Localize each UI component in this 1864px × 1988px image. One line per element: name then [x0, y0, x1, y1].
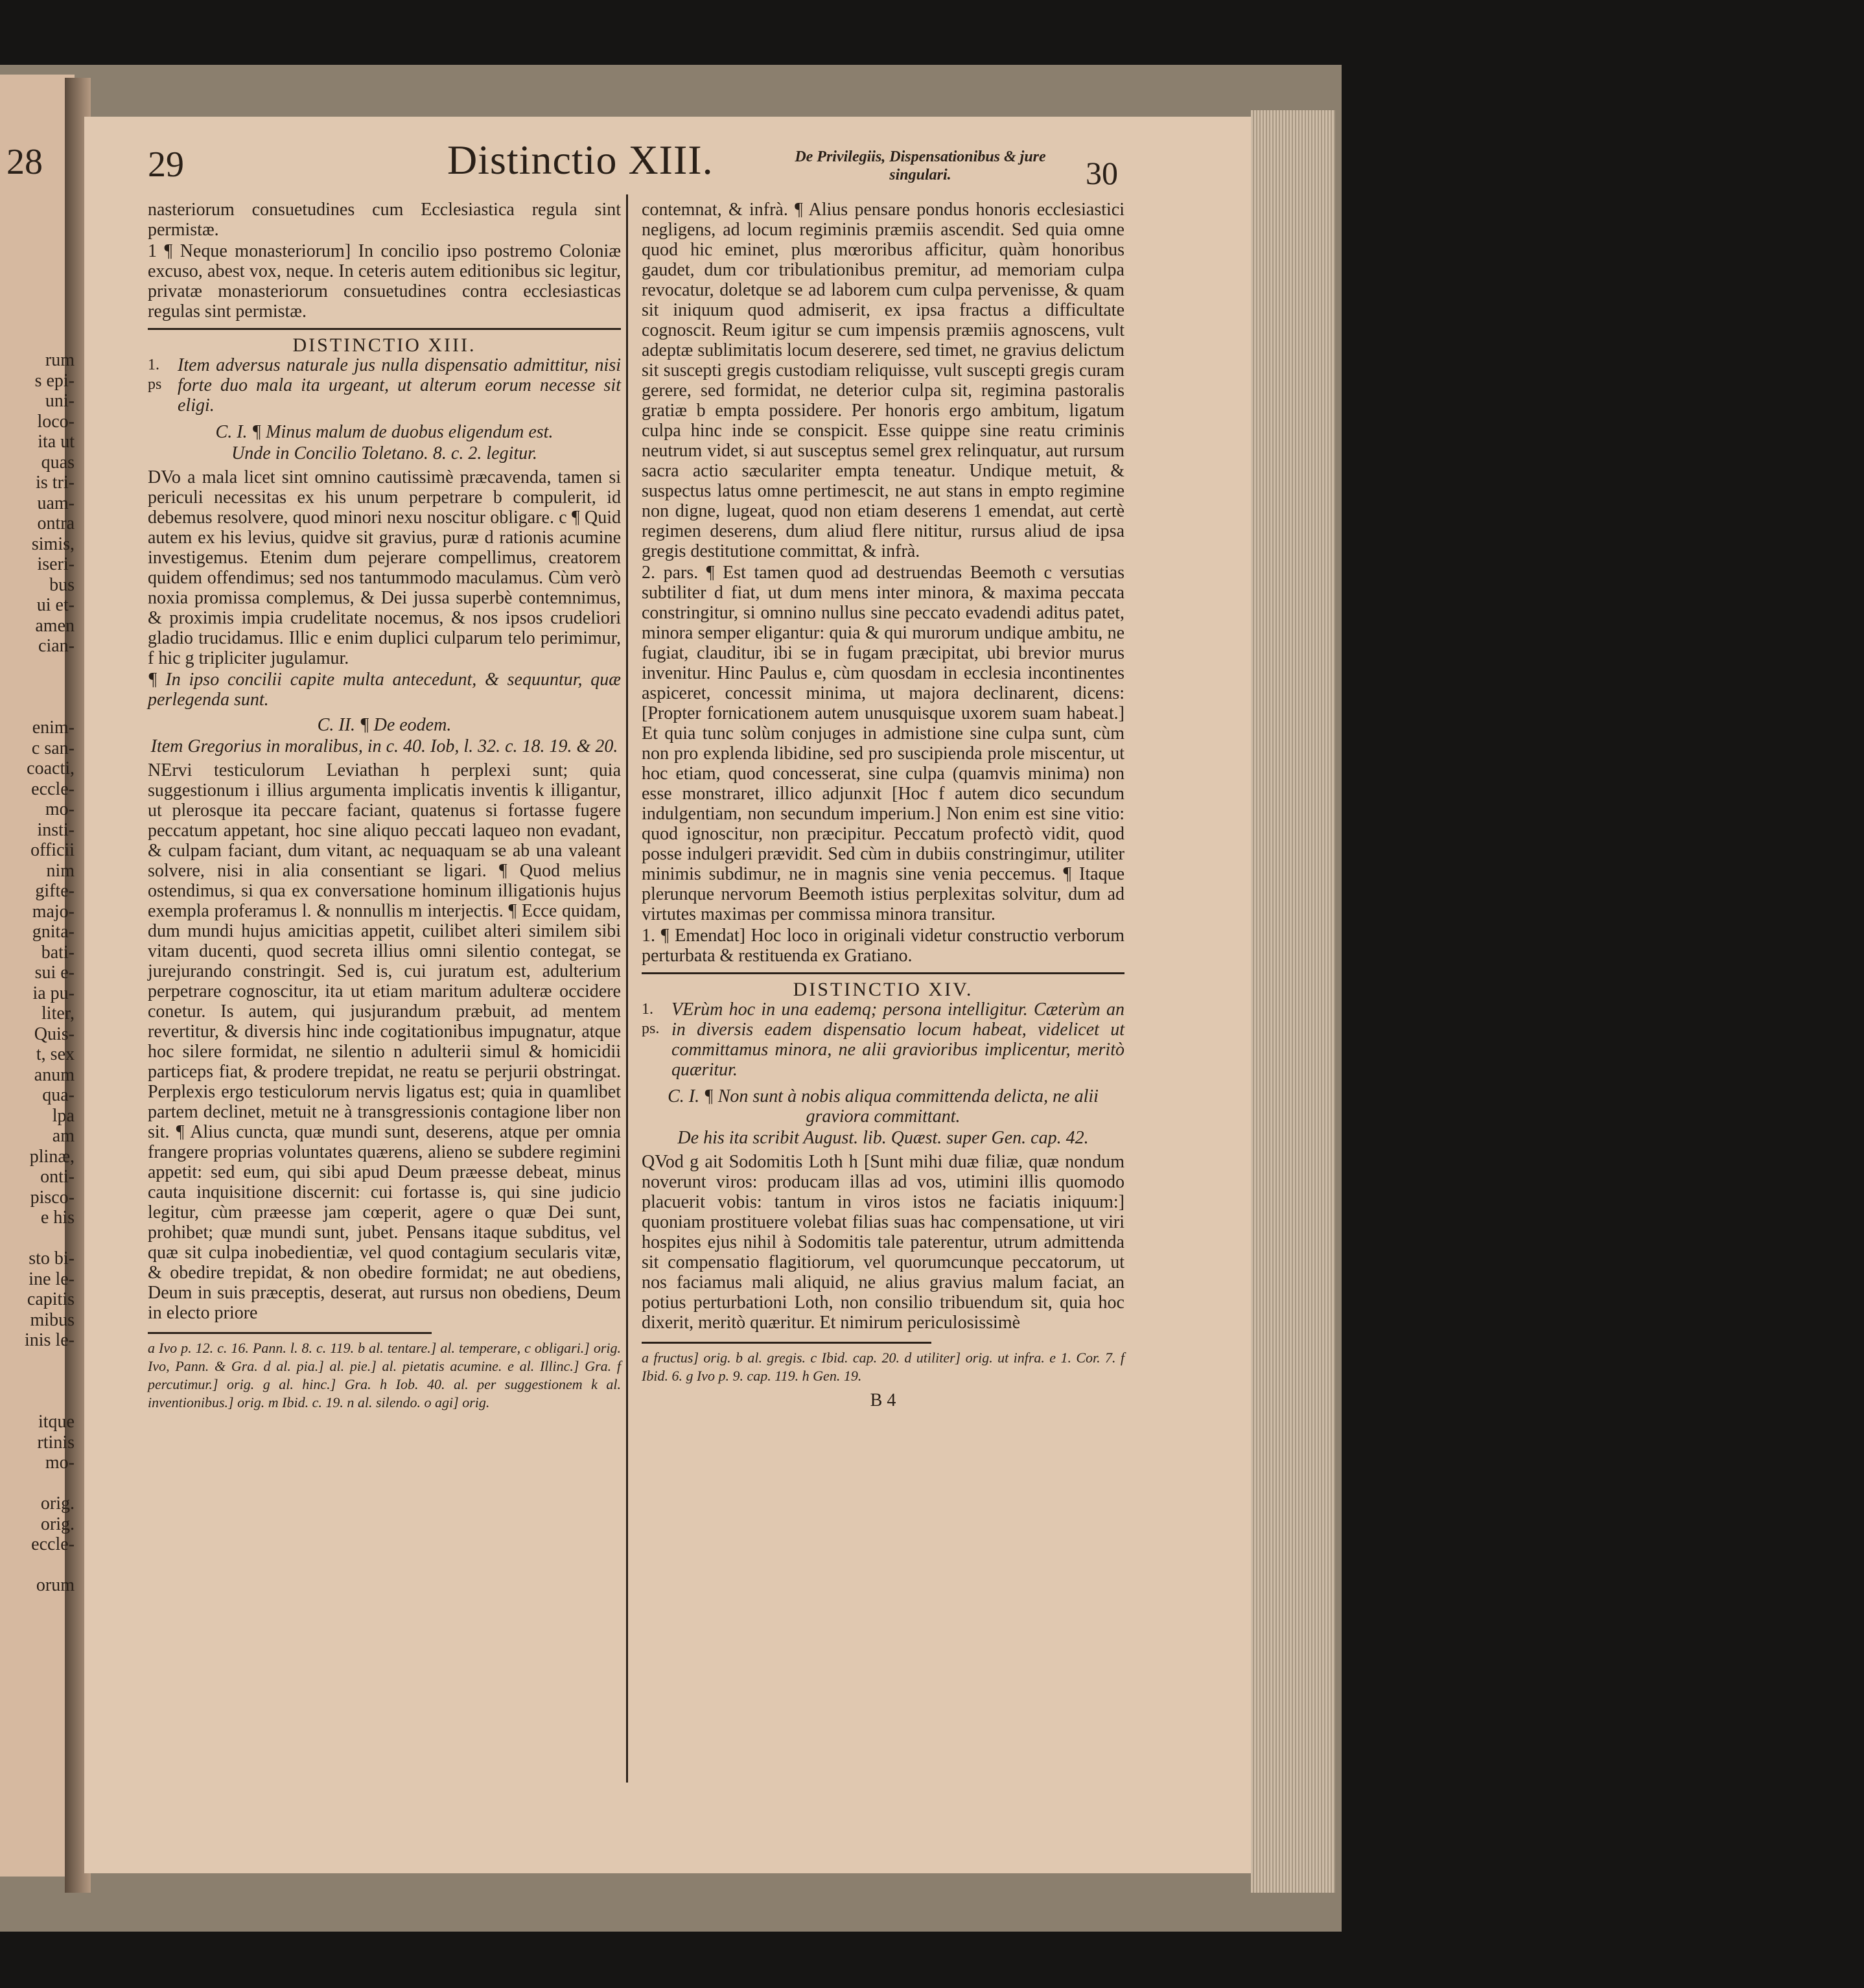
left-edge-fragment: orig. [40, 1493, 75, 1514]
left-edge-fragment [0, 1371, 75, 1392]
footnote-rule [148, 1332, 432, 1334]
left-edge-fragment: s epi- [34, 370, 75, 391]
footnote-rule [642, 1342, 931, 1344]
left-edge-fragment: sui e- [34, 963, 75, 983]
left-edge-fragment: iseri- [37, 554, 75, 574]
side-title: De Privilegiis, Dispensationibus & jure singulari. [795, 148, 1046, 183]
left-page-number: 28 [6, 142, 43, 182]
left-edge-fragments [0, 350, 75, 1596]
left-edge-fragment: e his [40, 1208, 75, 1228]
left-edge-fragment: orig. [40, 1514, 75, 1534]
left-edge-fragment: inis le- [25, 1330, 75, 1350]
left-edge-fragment: capitis [27, 1289, 75, 1309]
left-edge-fragment [0, 1473, 75, 1494]
intro-paragraph: nasteriorum consuetudines cum Ecclesiastica regula sint permistæ. [148, 200, 621, 240]
summary-margin-note: 1. ps. [642, 1001, 660, 1037]
left-edge-fragment: qua- [42, 1085, 75, 1105]
left-edge-fragment: rtinis [37, 1432, 75, 1453]
left-edge-fragment: c san- [31, 738, 75, 758]
left-edge-fragment: insti- [37, 819, 75, 840]
left-edge-fragment: coacti, [27, 758, 75, 778]
left-edge-fragment [0, 1392, 75, 1412]
left-footnotes: a Ivo p. 12. c. 16. Pann. l. 8. c. 119. b al. tentare.] al. temperare, c obligari.] orig. Ivo, Pann. & Gra. d al. pia.] al. pie.] al. pietatis acumine. e al. Illinc.] Gra. f percutimur.] orig. g al. hinc.] Gra. h Iob. 40. al. per suggestionem k al. inventionibus.] orig. m Ibid. c. 19. n al. silendo. o agi] orig. [148, 1340, 621, 1410]
left-edge-fragment: mo- [45, 1453, 75, 1473]
left-edge-fragment: Quis- [34, 1023, 75, 1044]
left-edge-fragment: officii [30, 840, 75, 860]
left-edge-fragment: uni- [45, 391, 75, 411]
distinctio-summary: Item adversus naturale jus nulla dispensatio admittitur, nisi forte duo mala ita urgeant, ut alterum eorum necesse sit eligi. [178, 355, 621, 415]
page-fore-edge [1251, 110, 1335, 1893]
left-edge-fragment: bati- [41, 942, 75, 963]
left-edge-fragment: enim- [32, 718, 75, 738]
left-edge-fragment: lpa [52, 1105, 75, 1126]
left-edge-fragment: loco- [37, 411, 75, 432]
c1-source: Unde in Concilio Toletano. 8. c. 2. legitur. [231, 443, 537, 463]
left-edge-fragment: mo- [45, 799, 75, 819]
left-edge-fragment: eccle- [31, 1534, 75, 1554]
column-divider [626, 194, 628, 1783]
left-edge-fragment: is tri- [36, 473, 75, 493]
distinctio-xiv-heading: DISTINCTIO XIV. [793, 979, 973, 1000]
distinctio-xiv-summary: VErùm hoc in una eademq; persona intelligitur. Cæterùm an in diversis eadem dispensatio locum habeat, videlicet ut committamus minora, ne alii gravioribus implicentur, meritò quæritur. [671, 1000, 1124, 1080]
page-number: 29 [148, 145, 184, 185]
left-edge-fragment: itque [38, 1412, 75, 1432]
left-edge-fragment: mibus [30, 1309, 75, 1330]
left-edge-fragment: ia pu- [32, 983, 75, 1003]
left-column [148, 200, 621, 1413]
note-neque-monasteriorum: 1 ¶ Neque monasteriorum] In concilio ipso postremo Coloniæ excuso, abest vox, neque. In ceteris autem editionibus sic legitur, privatæ monasteriorum consuetudines contra ecclesiasticas regulas sint permistæ. [148, 241, 621, 322]
c1-heading: C. I. ¶ Minus malum de duobus eligendum est. [215, 422, 553, 442]
left-edge-fragment: pisco- [30, 1187, 75, 1208]
right-text-part-2: 2. pars. ¶ Est tamen quod ad destruendas Beemoth c versutias subtiliter d fiat, ut dum mens inter minora, & maxima peccata constringitur, si omnino nullus sine peccato evadendi aditus patet, minora semper eligantur: quia & qui murorum undique ambitu, ne fugiat, clauditur, ibi se in fugam præcipitat, ubi brevior murus invenitur. Hinc Paulus e, cùm quosdam in ecclesia incontinentes aspiceret, concessit minima, ut majora declinarent, dicens: [Propter fornicationem autem unusquisque uxorem suam habeat.] Et quia tunc solùm conjuges in admistione sine culpa sunt, cùm non pro explenda libidine, sed pro suscipienda prole miscentur, ut hoc etiam, quod concesserat, sine culpa (quamvis minima) non esse monstraret, illico adjunxit [Hoc f autem dico secundum indulgentiam, non secundum imperium.] Non enim est sine vitio: quod ignoscitur, non præcipitur. Peccatum profectò vidit, quod posse indulgeri prævidit. Sed cùm in dubiis constringimur, utiliter minimis subdimur, ne in magnis sine venia peccemus. ¶ Itaque plerunque nervorum Beemoth istius perplexitas solvitur, dum ad virtutes maximas per commissa minora transitur. [642, 563, 1124, 924]
left-edge-fragment: simis, [31, 533, 75, 554]
c1-text: DVo a mala licet sint omnino cautissimè præcavenda, tamen si periculi necessitas ex his unum perpetrare b compulerit, id debemus resolvere, quod minori nexu noscitur obligare. c ¶ Quid autem ex his levius, quidve sit gravius, puræ d rationis acumine investigemus. Etenim dum pejerare compellimus, creatorem quidem offendimus; sed nos tantummodo maculamus. Cùm verò noxia promissa complemus, & Dei jussa superbè contemnimus, & proximis impia crudelitate nocemus, & nos ipsos crudeliori gladio trucidamus. Illic e enim duplici culparum telo perimimur, f hic g tripliciter jugulamur. [148, 467, 621, 668]
xiv-c1-source: De his ita scribit August. lib. Quæst. super Gen. cap. 42. [677, 1128, 1089, 1148]
right-text-part-1: contemnat, & infrà. ¶ Alius pensare pondus honoris ecclesiastici negligens, ad locum regiminis præmiis ascendit. Sed quia omne quod hic eminet, plus mœroribus afficitur, quàm honoribus gaudet, dum cor tribulationibus premitur, ad memoriam culpa revocatur, doletque se ad laborem cum culpa pervenisse, & quam sit iniquum quod admiserit, ex ipsa fractus a difficultate cognoscit. Reum igitur se cum impensis præmiis agnoscens, vult adeptæ sublimitatis locum deserere, sed timet, ne gravius delictum sit suscepti gregis custodiam reliquisse, vult suscepti gregis curam gerere, sed formidat, ne deterior culpa sit, regimina pastoralis gratiæ b empta possidere. Per honoris ergo ambitum, ligatum culpa hinc inde se conspicit. Esse quippe sine reatu criminis neutrum videt, si aut susceptus semel grex relinquatur, aut rursum sacra actio sæculariter empta teneatur. Undique metuit, & suspectus latus omne pertimescit, ne aut stans in empto regimine non digne, lugeat, quod non etiam deserens 1 emendat, aut certè regimen deserens, dum aliud flere nititur, rursus aliud de ipsa gregis destitutione committat, & infrà. [642, 200, 1124, 561]
xiv-c1-text: QVod g ait Sodomitis Loth h [Sunt mihi duæ filiæ, quæ nondum noverunt viros: producam illas ad vos, utimini illis quomodo placuerit vobis: tantum in viros istos ne faciatis iniquum:] quoniam prostituere volebat filias suas hac compensatione, ut viri hospites ejus nihil à Sodomitis tale paterentur, utrum admittenda sit compensatio flagitiorum, vel quorumcunque peccatorum, ut nos faciamus mali aliquid, ne alius gravius malum faciat, an potius perturbationi Loth, non consilio tribuendum sit, quia hoc dixerit, meritò quæritur. Et nimirum periculosissimè [642, 1152, 1124, 1333]
left-edge-fragment: ontra [37, 513, 75, 533]
left-edge-fragment: gifte- [35, 881, 75, 901]
c2-source: Item Gregorius in moralibus, in c. 40. Iob, l. 32. c. 18. 19. & 20. [150, 736, 618, 756]
heading-rule [642, 972, 1124, 974]
left-edge-fragment [0, 1555, 75, 1576]
left-edge-fragment [0, 657, 75, 677]
left-edge-fragment: orum [36, 1575, 75, 1595]
left-edge-fragment: eccle- [31, 778, 75, 799]
right-column [642, 200, 1124, 1410]
left-edge-fragment [0, 1351, 75, 1372]
left-edge-fragment: ita ut [38, 432, 75, 452]
running-title: Distinctio XIII. [447, 137, 714, 183]
left-edge-fragment: bus [49, 574, 75, 595]
c2-heading: C. II. ¶ De eodem. [317, 715, 452, 735]
left-edge-fragment [0, 697, 75, 718]
xiv-c1-heading: C. I. ¶ Non sunt à nobis aliqua committenda delicta, ne alii graviora committant. [668, 1086, 1099, 1127]
left-edge-fragment [0, 1228, 75, 1249]
left-edge-fragment [0, 677, 75, 697]
c1-note: ¶ In ipso concilii capite multa antecedunt, & sequuntur, quæ perlegenda sunt. [148, 670, 621, 710]
left-edge-fragment: gnita- [32, 922, 75, 942]
left-edge-fragment: onti- [40, 1167, 75, 1187]
c2-text: NErvi testiculorum Leviathan h perplexi sunt; quia suggestionum i illius argumenta implicatis inventis k illigantur, ut plerosque ita peccare faciant, quatenus si fortasse fugere peccatum appetant, hoc sine aliquo peccati laqueo non evadant, & culpam faciant, dum vitant, ac nequaquam se ab una valeant solvere, nisi in alia consentiant se ligari. ¶ Quod melius ostendimus, si qua ex conversatione hominum illigationis hujus exempla proferamus l. & nonnullis m interjectis. ¶ Ecce quidam, dum mundi hujus amicitias appetit, cuilibet alteri similem sibi vitam ducenti, quod secreta illius omni silentio contegat, se jurejurando constringit. Sed is, cui juratum est, adulterium perpetrare cognoscitur, ita ut etiam maritum adulteræ occidere conetur. Is autem, qui jusjurandum præbuit, ad mentem revertitur, & diversis hinc inde cogitationibus impugnatur, atque hoc silere formidat, ne silentio n adulterii simul & homicidii particeps fiat, & prodere trepidat, ne reatu se perjurii obstringat. Perplexis ergo testiculorum nervis ligatus est; quia in quamlibet partem declinet, metuit ne à transgressionis contagione liber non sit. ¶ Alius cuncta, quæ mundi sunt, deserens, atque per omnia frangere proprias voluntates quærens, alieno se subdere regimini appetit: sed eum, qui sibi apud Deum præesse debeat, minus cauta inquisitione discernit: cui fortasse is, qui sine judicio legitur, cùm præesse jam cœperit, agere o quæ Dei sunt, prohibet; quæ mundi sunt, jubet. Pensans itaque subditus, vel quæ sit culpa inobedientiæ, vel quod contagium secularis vitæ, & obedire trepidat, & non obedire formidat; ne aut obediens, Deum in suis præceptis, deserat, aut rursus non obediens, Deum in electo priore [148, 760, 621, 1323]
distinctio-xiii-heading: DISTINCTIO XIII. [292, 334, 476, 356]
left-edge-fragment: quas [41, 452, 75, 473]
left-edge-fragment: majo- [32, 901, 75, 922]
left-edge-fragment: t, sex [36, 1044, 75, 1064]
heading-rule [148, 328, 621, 330]
left-edge-fragment: amen [35, 615, 75, 636]
right-footnotes: a fructus] orig. b al. gregis. c Ibid. cap. 20. d utiliter] orig. ut infra. e 1. Cor. 7. f Ibid. 6. g Ivo p. 9. cap. 119. h Gen. 19. [642, 1350, 1124, 1384]
left-edge-fragment: plinæ, [29, 1146, 75, 1167]
signature-mark: B 4 [870, 1390, 896, 1410]
left-edge-fragment: sto bi- [29, 1248, 75, 1269]
summary-margin-note: 1. ps [148, 357, 162, 393]
left-edge-fragment: ine le- [29, 1269, 75, 1289]
note-emendat: 1. ¶ Emendat] Hoc loco in originali videtur constructio verborum perturbata & restituenda ex Gratiano. [642, 926, 1124, 966]
left-edge-fragment: am [52, 1126, 75, 1146]
left-edge-fragment: ui et- [36, 595, 75, 615]
left-edge-fragment: anum [34, 1064, 75, 1085]
left-edge-fragment: uam- [37, 493, 75, 513]
right-page-number: 30 [1086, 155, 1118, 191]
left-edge-fragment: cian- [38, 636, 75, 656]
left-edge-fragment: nim [46, 860, 75, 881]
left-edge-fragment: rum [45, 350, 75, 370]
left-edge-fragment: liter, [41, 1003, 75, 1023]
